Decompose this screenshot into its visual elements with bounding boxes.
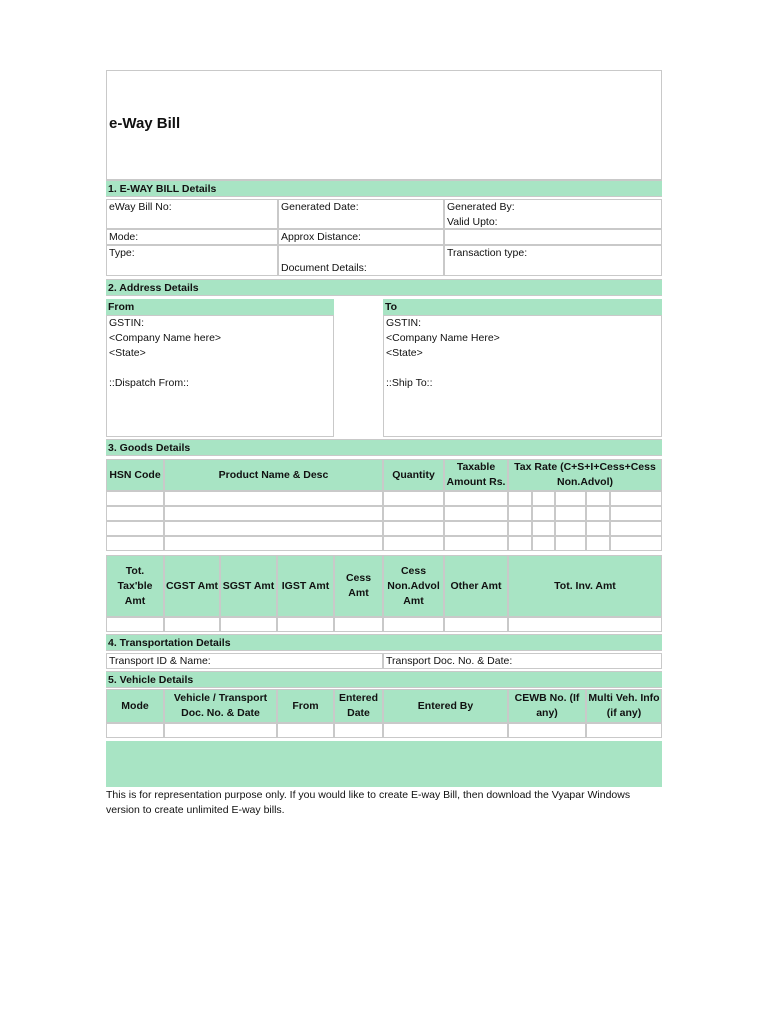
goods-empty-cell [444,521,508,536]
goods-empty-cell [532,536,555,551]
vehicle-col-multi-veh: Multi Veh. Info (if any) [586,689,662,723]
empty-cell [444,229,662,245]
totals-empty-cell [508,617,662,632]
from-address-block [106,315,334,437]
valid-upto-label: Valid Upto: [447,216,498,228]
vehicle-col-entered-date: Entered Date [334,689,383,723]
totals-empty-cell [277,617,334,632]
from-company-name: <Company Name here> [109,332,222,344]
totals-empty-cell [444,617,508,632]
totals-col-cess-nonadvol: Cess Non.Advol Amt [383,555,444,617]
title-box [106,70,662,180]
totals-col-igst: IGST Amt [277,555,334,617]
goods-col-taxable: Taxable Amount Rs. [444,459,508,491]
generated-date-label: Generated Date: [278,199,444,229]
vehicle-col-entered-by: Entered By [383,689,508,723]
dispatch-from: ::Dispatch From:: [109,377,189,389]
goods-empty-cell [508,491,532,506]
goods-col-product: Product Name & Desc [164,459,383,491]
vehicle-col-vehicle-doc: Vehicle / Transport Doc. No. & Date [164,689,277,723]
goods-empty-cell [508,506,532,521]
generated-by-cell [444,199,662,229]
totals-col-invoice: Tot. Inv. Amt [508,555,662,617]
to-state: <State> [386,347,423,359]
goods-empty-cell [383,491,444,506]
goods-empty-cell [555,521,586,536]
totals-empty-cell [334,617,383,632]
goods-empty-cell [508,536,532,551]
vehicle-empty-cell [164,723,277,738]
generated-by-label: Generated By: [447,201,515,213]
from-gstin: GSTIN: [109,317,145,329]
goods-empty-cell [610,521,662,536]
goods-empty-cell [383,506,444,521]
goods-empty-cell [106,521,164,536]
goods-empty-cell [586,506,610,521]
totals-empty-cell [383,617,444,632]
section-eway-details-heading: 1. E-WAY BILL Details [106,180,662,197]
goods-empty-cell [444,536,508,551]
vehicle-empty-cell [383,723,508,738]
vehicle-empty-cell [334,723,383,738]
footer-band [106,741,662,787]
to-address-block [383,315,662,437]
goods-empty-cell [164,536,383,551]
goods-empty-cell [586,521,610,536]
section-vehicle-heading: 5. Vehicle Details [106,671,662,688]
goods-empty-cell [610,506,662,521]
totals-col-taxable: Tot. Tax'ble Amt [106,555,164,617]
vehicle-empty-cell [586,723,662,738]
vehicle-col-from: From [277,689,334,723]
totals-col-other: Other Amt [444,555,508,617]
goods-empty-cell [383,521,444,536]
to-company-name: <Company Name Here> [386,332,500,344]
goods-empty-cell [106,536,164,551]
goods-empty-cell [586,536,610,551]
goods-col-quantity: Quantity [383,459,444,491]
goods-empty-cell [164,491,383,506]
goods-empty-cell [444,491,508,506]
footer-note: This is for representation purpose only. If you would like to create E-way Bill, then download the Vyapar Windows version to create unlimited E-way bills. [106,789,631,816]
document-details-label: Document Details: [278,245,444,276]
goods-empty-cell [610,491,662,506]
goods-empty-cell [532,506,555,521]
vehicle-col-cewb: CEWB No. (If any) [508,689,586,723]
goods-empty-cell [555,491,586,506]
goods-col-tax-rate: Tax Rate (C+S+I+Cess+Cess Non.Advol) [508,459,662,491]
totals-col-cgst: CGST Amt [164,555,220,617]
section-address-heading: 2. Address Details [106,279,662,296]
from-heading: From [106,299,334,315]
vehicle-empty-cell [508,723,586,738]
from-state: <State> [109,347,146,359]
goods-empty-cell [555,536,586,551]
goods-empty-cell [383,536,444,551]
goods-empty-cell [532,521,555,536]
goods-empty-cell [444,506,508,521]
totals-col-sgst: SGST Amt [220,555,277,617]
transport-id-label: Transport ID & Name: [106,653,383,669]
vehicle-empty-cell [106,723,164,738]
transaction-type-label: Transaction type: [444,245,662,276]
type-label: Type: [106,245,278,276]
goods-col-hsn: HSN Code [106,459,164,491]
eway-bill-no-label: eWay Bill No: [106,199,278,229]
page-title: e-Way Bill [109,115,181,132]
goods-empty-cell [610,536,662,551]
goods-empty-cell [164,506,383,521]
goods-empty-cell [555,506,586,521]
goods-empty-cell [508,521,532,536]
goods-empty-cell [586,491,610,506]
goods-empty-cell [164,521,383,536]
totals-empty-cell [220,617,277,632]
goods-empty-cell [532,491,555,506]
totals-empty-cell [106,617,164,632]
vehicle-col-mode: Mode [106,689,164,723]
to-heading: To [383,299,662,315]
transport-doc-label: Transport Doc. No. & Date: [383,653,662,669]
vehicle-empty-cell [277,723,334,738]
totals-col-cess: Cess Amt [334,555,383,617]
section-transport-heading: 4. Transportation Details [106,634,662,651]
goods-empty-cell [106,506,164,521]
approx-distance-label: Approx Distance: [278,229,444,245]
section-goods-heading: 3. Goods Details [106,439,662,456]
totals-empty-cell [164,617,220,632]
mode-label: Mode: [106,229,278,245]
to-gstin: GSTIN: [386,317,422,329]
goods-empty-cell [106,491,164,506]
ship-to: ::Ship To:: [386,377,433,389]
